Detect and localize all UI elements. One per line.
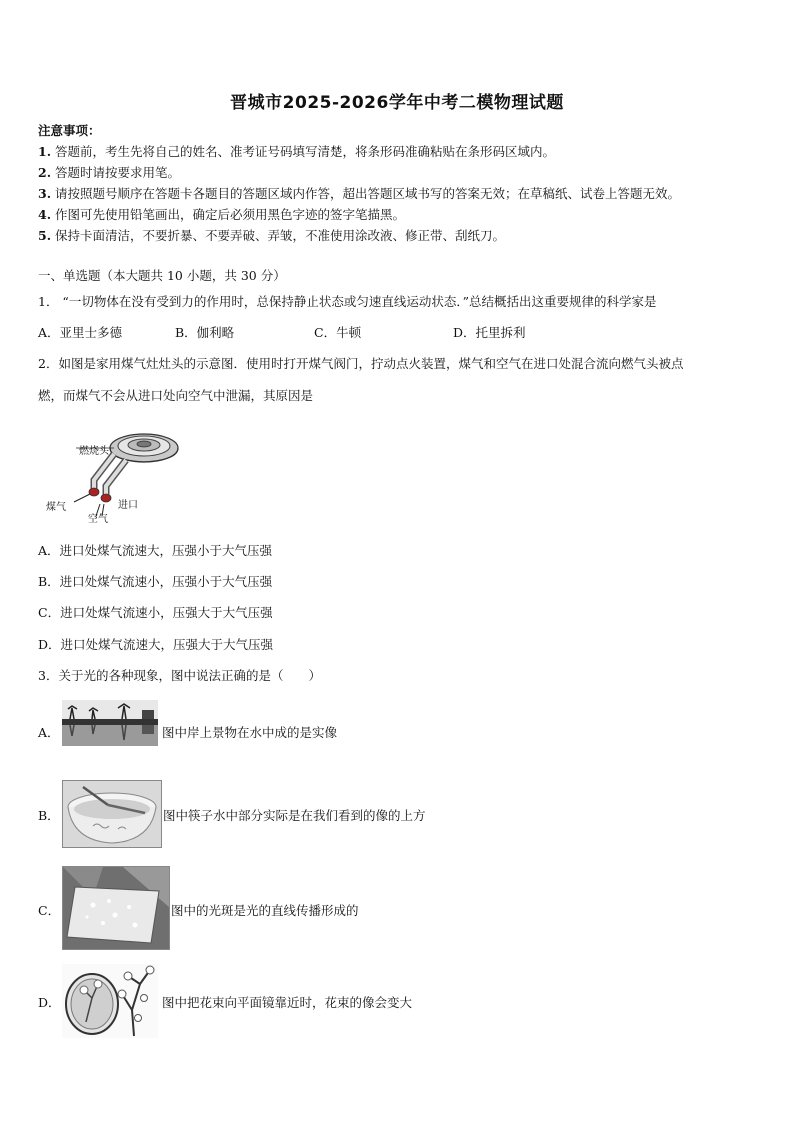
question-2-option-a: A．进口处煤气流速大，压强小于大气压强 <box>38 543 273 558</box>
question-1-option-d: D．托里拆利 <box>453 325 526 340</box>
page-title: 晋城市2025-2026学年中考二模物理试题 <box>230 93 564 113</box>
question-1-option-a: A．亚里士多德 <box>38 325 123 340</box>
question-3-option-c-letter: C． <box>38 903 61 918</box>
question-2-stem-line1: 2．如图是家用煤气灶灶头的示意图．使用时打开煤气阀门，拧动点火装置，煤气和空气在进口处混合流向燃气头被点 <box>38 356 684 371</box>
note-number: 4. <box>38 207 52 222</box>
gas-burner-figure <box>44 420 194 525</box>
note-item-2 <box>38 163 180 181</box>
note-text: 答题时请按要求用笔。 <box>55 165 181 180</box>
note-item-5 <box>38 226 505 244</box>
question-3-option-d-letter: D． <box>38 995 61 1010</box>
note-item-1 <box>38 142 555 160</box>
flowers-mirror-photo <box>62 964 158 1038</box>
label-air: 空气 <box>88 514 108 525</box>
question-3-option-a-text: 图中岸上景物在水中成的是实像 <box>162 725 338 740</box>
section-heading: 一、单选题（本大题共 10 小题，共 30 分） <box>38 268 286 283</box>
note-text: 请按照题号顺序在答题卡各题目的答题区域内作答，超出答题区域书写的答案无效；在草稿纸、试卷上答题无效。 <box>55 186 681 201</box>
note-item-3 <box>38 184 680 202</box>
note-number: 3. <box>38 186 52 201</box>
light-spots-photo <box>62 866 170 950</box>
question-3-option-a-letter: A． <box>38 725 60 740</box>
question-1-option-c: C．牛顿 <box>314 325 362 340</box>
note-text: 作图可先使用铅笔画出，确定后必须用黑色字迹的签字笔描黑。 <box>55 207 406 222</box>
note-number: 5. <box>38 228 52 243</box>
note-text: 保持卡面清洁，不要折暴、不要弄破、弄皱，不准使用涂改液、修正带、刮纸刀。 <box>55 228 506 243</box>
question-3-option-c-text: 图中的光斑是光的直线传播形成的 <box>171 903 359 918</box>
question-2-option-c: C．进口处煤气流速小，压强大于大气压强 <box>38 605 273 620</box>
question-3-option-b-text: 图中筷子水中部分实际是在我们看到的像的上方 <box>163 808 426 823</box>
note-item-4 <box>38 205 405 223</box>
question-3-option-b-letter: B． <box>38 808 60 823</box>
note-number: 1. <box>38 144 52 159</box>
question-2-option-d: D．进口处煤气流速大，压强大于大气压强 <box>38 637 274 652</box>
note-text: 答题前，考生先将自己的姓名、准考证号码填写清楚，将条形码准确粘贴在条形码区域内。 <box>55 144 556 159</box>
label-inlet: 进口 <box>118 500 138 511</box>
question-2-option-b: B．进口处煤气流速小，压强小于大气压强 <box>38 574 273 589</box>
notes-heading: 注意事项： <box>38 123 101 138</box>
note-number: 2. <box>38 165 52 180</box>
question-1-option-b: B．伽利略 <box>175 325 235 340</box>
chopstick-bowl-photo <box>62 780 162 848</box>
question-1-stem: 1． “一切物体在没有受到力的作用时，总保持静止状态或匀速直线运动状态．”总结概括出这重要规律的科学家是 <box>38 294 657 309</box>
question-3-stem: 3．关于光的各种现象，图中说法正确的是（ ） <box>38 668 321 683</box>
question-3-option-d-text: 图中把花束向平面镜靠近时，花束的像会变大 <box>162 995 413 1010</box>
question-2-stem-line2: 燃，而煤气不会从进口处向空气中泄漏，其原因是 <box>38 388 314 403</box>
label-burner-head: 燃烧头 <box>79 446 109 457</box>
label-gas: 煤气 <box>46 502 66 513</box>
reflection-photo <box>62 700 158 746</box>
